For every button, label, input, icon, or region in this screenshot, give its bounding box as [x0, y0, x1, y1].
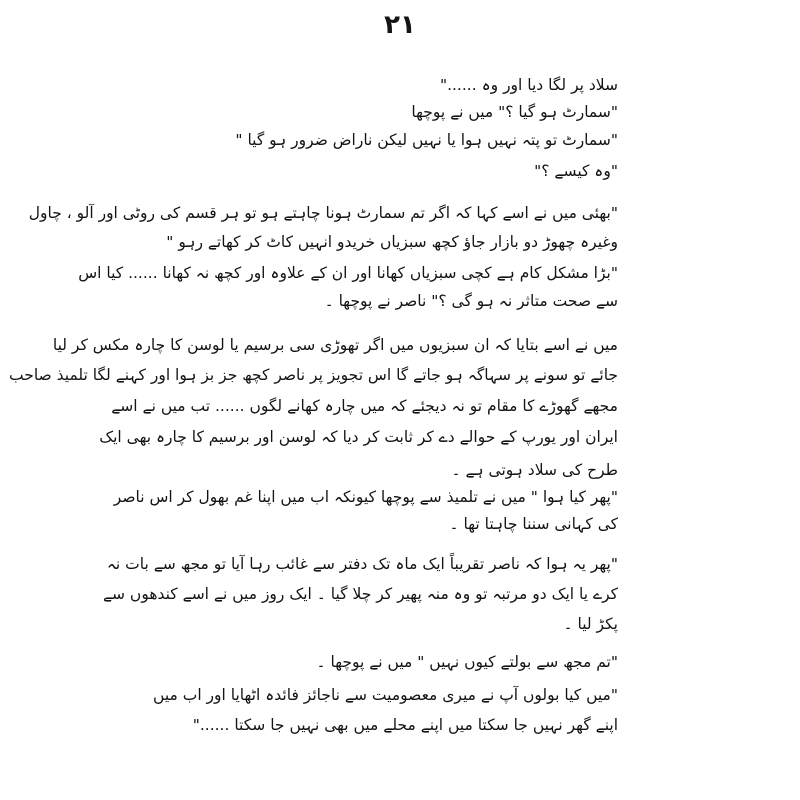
text-line: "میں کیا بولوں آپ نے میری معصومیت سے ناجائز فائدہ اٹھایا اور اب میں [153, 686, 618, 704]
page-number: ٢١ [384, 10, 416, 40]
text-line: "تم مجھ سے بولتے کیوں نہیں " میں نے پوچھا ۔ [316, 653, 618, 671]
text-line: وغیرہ چھوڑ دو بازار جاؤ کچھ سبزیاں خریدو انہیں کاٹ کر کھاتے رہو " [166, 233, 618, 251]
text-line: ایران اور یورپ کے حوالے دے کر ثابت کر دیا کہ لوسن اور برسیم کا چارہ بھی ایک [99, 428, 618, 446]
text-line: طرح کی سلاد ہوتی ہے ۔ [451, 461, 618, 479]
text-line: "سمارٹ تو پتہ نہیں ہوا یا نہیں لیکن ناراض ضرور ہو گیا " [235, 131, 618, 149]
text-line: "بڑا مشکل کام ہے کچی سبزیاں کھانا اور ان کے علاوہ اور کچھ نہ کھانا ...... کیا اس [78, 264, 618, 282]
text-line: "پھر کیا ہوا " میں نے تلمیذ سے پوچھا کیونکہ اب میں اپنا غم بھول کر اس ناصر [113, 488, 618, 506]
text-line: کی کہانی سننا چاہتا تھا ۔ [449, 515, 618, 533]
text-line: مجھے گھوڑے کا مقام تو نہ دیجئے کہ میں چارہ کھانے لگوں ...... تب میں نے اسے [111, 397, 618, 415]
text-line: سلاد پر لگا دیا اور وہ ......" [439, 76, 618, 94]
text-line: سے صحت متاثر نہ ہو گی ؟" ناصر نے پوچھا ۔ [324, 292, 618, 310]
text-line: "بھئی میں نے اسے کہا کہ اگر تم سمارٹ ہونا چاہتے ہو تو ہر قسم کی روٹی اور آلو ، چاول [28, 204, 618, 222]
text-line: "سمارٹ ہو گیا ؟" میں نے پوچھا [411, 103, 618, 121]
text-line: جائے تو سونے پر سہاگہ ہو جاتے گا اس تجویز پر ناصر کچھ جز بز ہوا اور کہنے لگا تلمیذ صاحب [9, 366, 618, 384]
text-line: اپنے گھر نہیں جا سکتا میں اپنے محلے میں بھی نہیں جا سکتا ......" [192, 716, 618, 734]
text-line: "وہ کیسے ؟" [534, 162, 618, 180]
text-line: میں نے اسے بتایا کہ ان سبزیوں میں اگر تھوڑی سی برسیم یا لوسن کا چارہ مکس کر لیا [52, 336, 618, 354]
text-line: کرے یا ایک دو مرتبہ تو وہ منہ پھیر کر چلا گیا ۔ ایک روز میں نے اسے کندھوں سے [102, 585, 618, 603]
text-line: "پھر یہ ہوا کہ ناصر تقریباً ایک ماہ تک دفتر سے غائب رہا آیا تو مجھ سے بات نہ [106, 555, 618, 573]
text-line: پکڑ لیا ۔ [563, 615, 618, 633]
